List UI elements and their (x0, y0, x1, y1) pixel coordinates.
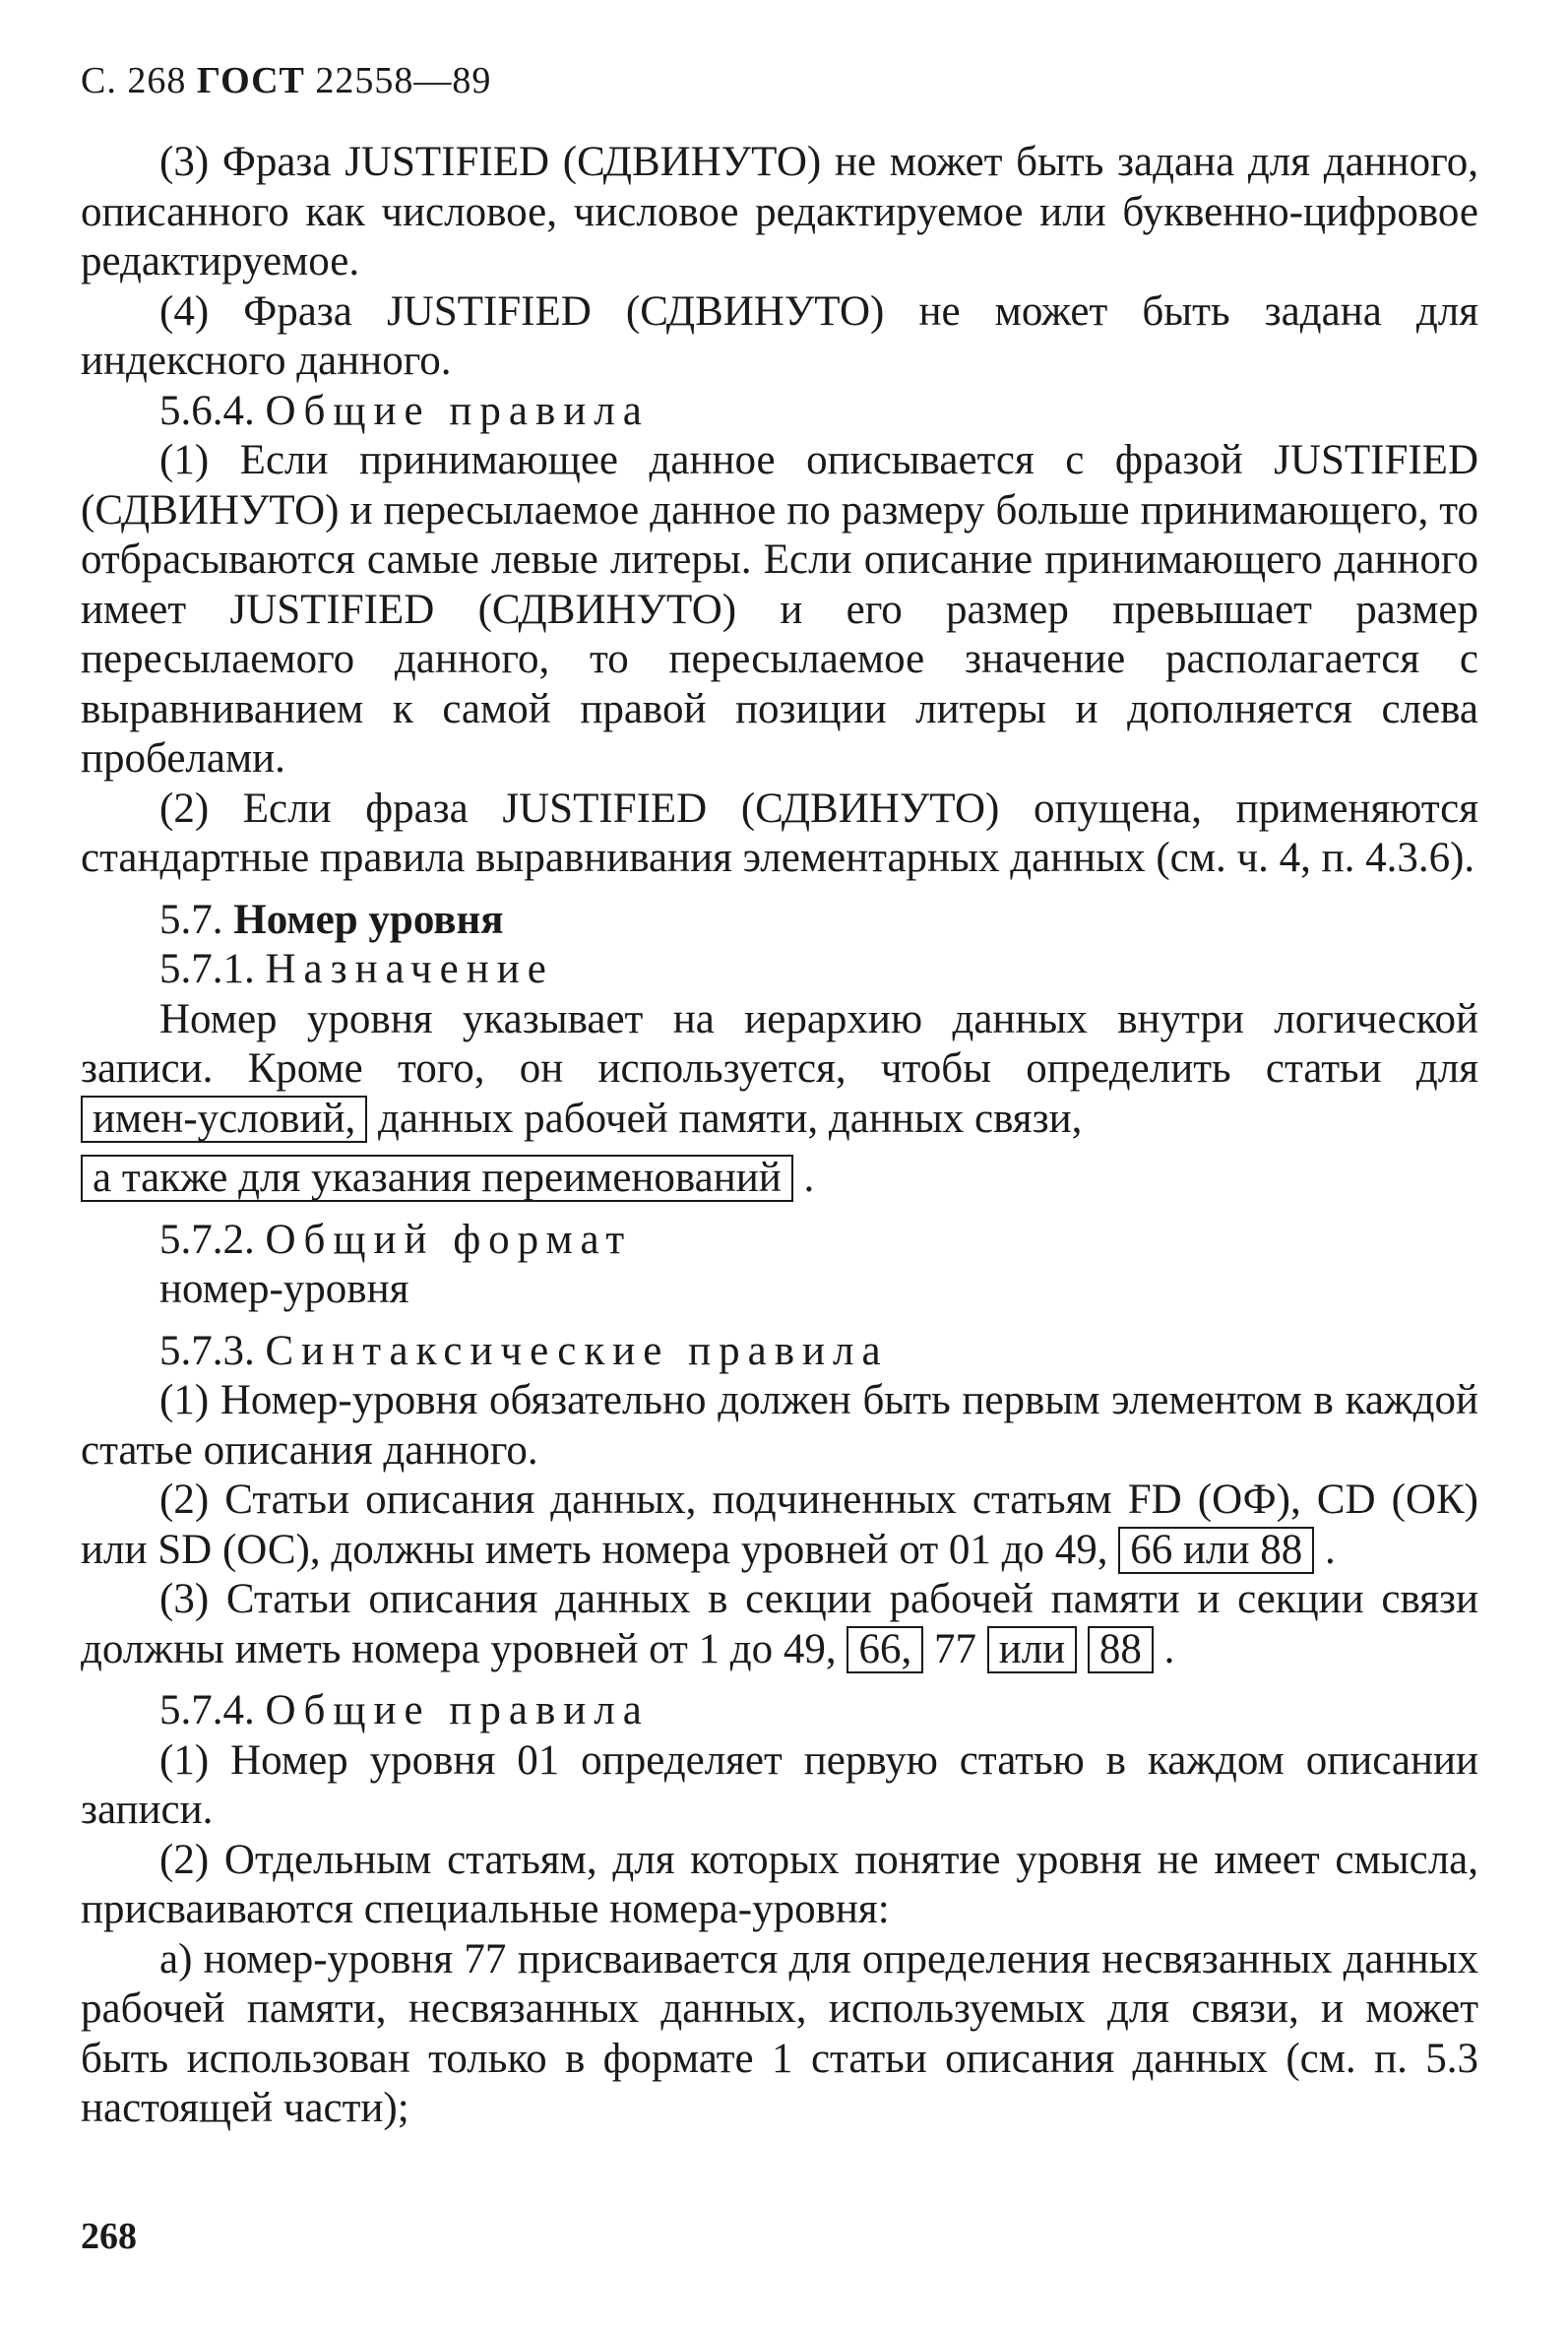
paragraph-syntax-1: (1) Номер-уровня обязательно должен быть первым элементом в каждой статье описания данного. (81, 1377, 1478, 1474)
standard-number: 22558—89 (315, 60, 492, 101)
page-ref: С. 268 (81, 60, 187, 101)
boxed-or: или (987, 1626, 1077, 1673)
paragraph-general-1: (1) Номер уровня 01 определяет первую статью в каждом описании записи. (81, 1736, 1478, 1833)
boxed-66-or-88: 66 или 88 (1118, 1527, 1314, 1574)
paragraph-syntax-2: (2) Статьи описания данных, подчиненных статьям FD (ОФ), CD (ОК) или SD (ОС), должны иметь номера уровней от 01 до 49, 66 или 88 . (81, 1477, 1478, 1573)
paragraph-rule-2: (2) Если фраза JUSTIFIED (СДВИНУТО) опущена, применяются стандартные правила выравнивания элементарных данных (см. ч. 4, п. 4.3.6). (81, 785, 1478, 881)
format-text: номер-уровня (159, 1266, 409, 1312)
page-header (81, 59, 1478, 102)
boxed-88: 88 (1088, 1626, 1154, 1673)
paragraph-justified-4: (4) Фраза JUSTIFIED (СДВИНУТО) не может быть задана для индексного данного. (81, 287, 1478, 384)
boxed-66: 66, (847, 1626, 923, 1673)
paragraph-syntax-3: (3) Статьи описания данных в секции рабочей памяти и секции связи должны иметь номера уровней от 1 до 49, 66, 77 или 88 . (81, 1576, 1478, 1672)
paragraph-general-2: (2) Отдельным статьям, для которых понятие уровня не имеет смысла, присваиваются специальные номера-уровня: (81, 1836, 1478, 1932)
paragraph-rule-1: (1) Если принимающее данное описывается с фразой JUSTIFIED (СДВИНУТО) и пересылаемое данное по размеру больше принимающего, то отбрасываются самые левые литеры. Если описание принимающего данного имеет JUSTIFIED (СДВИНУТО) и его размер превышает размер пересылаемого данного, то пересылаемое значение располагается с выравниванием к самой правой позиции литеры и дополняется слева пробелами. (81, 437, 1478, 782)
standard-label: ГОСТ (196, 60, 305, 101)
section-5-7-1-heading: 5.7.1. Назначение (159, 946, 554, 992)
paragraph-purpose-continued: а также для указания переименований . (81, 1154, 1478, 1204)
page-body (81, 59, 1478, 2134)
section-5-6-4-heading: 5.6.4. Общие правила (159, 387, 650, 434)
paragraph-general-a: а) номер-уровня 77 присваивается для определения несвязанных данных рабочей памяти, несвязанных данных, используемых для связи, и может быть использован только в формате 1 статьи описания данных (см. п. 5.3 настоящей части); (81, 1935, 1478, 2131)
boxed-renames: а также для указания переименований (81, 1155, 793, 1202)
section-5-7-2-heading: 5.7.2. Общий формат (159, 1216, 633, 1263)
page-number: 268 (81, 2216, 137, 2257)
section-5-7-heading: 5.7. Номер уровня (159, 896, 504, 943)
paragraph-justified-3: (3) Фраза JUSTIFIED (СДВИНУТО) не может быть задана для данного, описанного как числовое, числовое редактируемое или буквенно-цифровое редактируемое. (81, 139, 1478, 284)
section-5-7-3-heading: 5.7.3. Синтаксические правила (159, 1327, 889, 1374)
paragraph-purpose: Номер уровня указывает на иерархию данных внутри логической записи. Кроме того, он используется, чтобы определить статьи для имен-условий, данных рабочей памяти, данных связи, (81, 995, 1478, 1142)
boxed-condition-names: имен-условий, (81, 1096, 367, 1143)
section-5-7-4-heading: 5.7.4. Общие правила (159, 1687, 650, 1733)
